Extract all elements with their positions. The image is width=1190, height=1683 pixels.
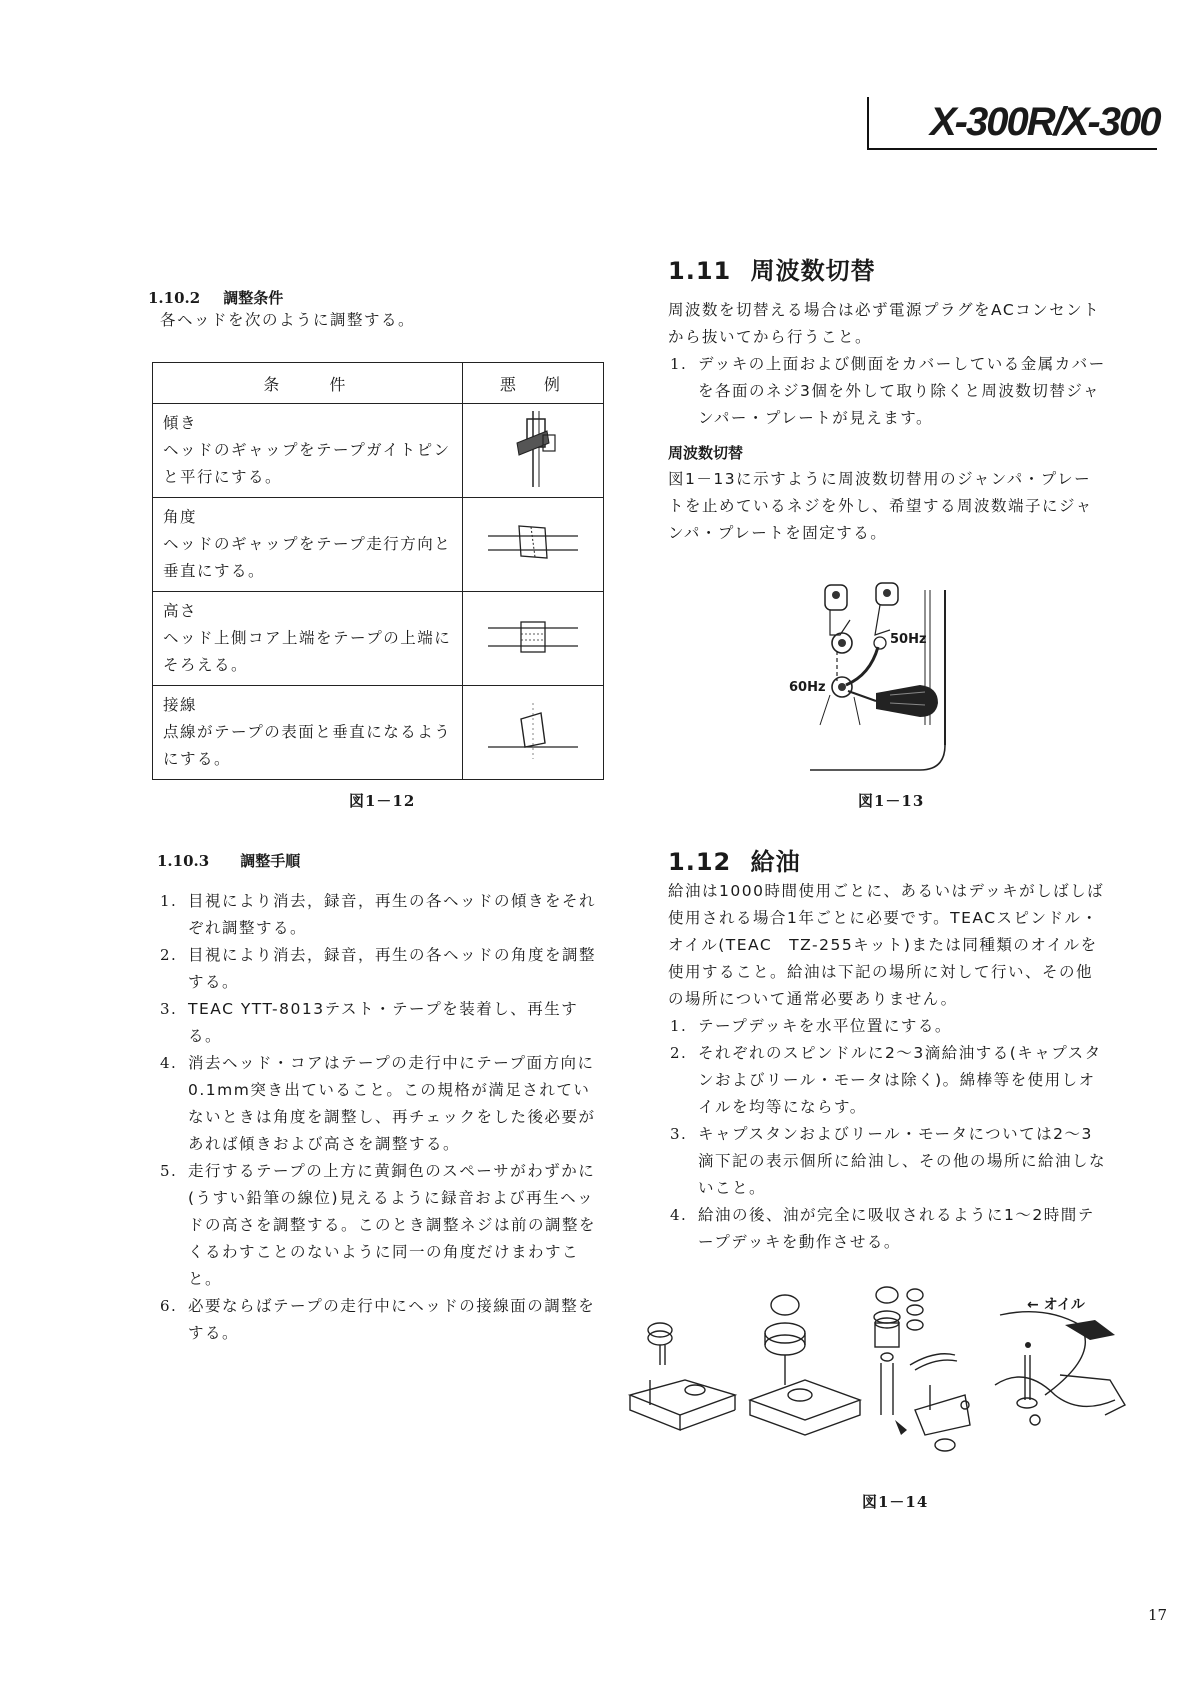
height-diagram-icon [462,592,603,686]
figure-1-14-caption: 図1－14 [862,1493,929,1511]
table-row [153,404,604,498]
list-item: 1. 目視により消去，録音，再生の各ヘッドの傾きをそれぞれ調整する。 [160,892,597,937]
section-number: 1.10.2 [148,289,201,307]
header-rule-vertical [867,97,869,150]
tilt-diagram-icon [462,404,603,498]
table-row [153,498,604,592]
figure-1-12-caption: 図1－12 [349,792,416,810]
page-number: 17 [1148,1606,1168,1624]
list-item: 4. 消去ヘッド・コアはテープの走行中にテープ面方向に0.1mm突き出ていること。この規格が満足されていないときは角度を調整し、再チェックをした後必要があれば傾きおよび高さを調整する。 [160,1054,596,1153]
condition-desc: ヘッド上側コア上端をテープの上端にそろえる。 [163,629,452,674]
table-row [153,592,604,686]
list-item: 1. テープデッキを水平位置にする。 [670,1017,952,1035]
section-number: 1.12 [668,848,732,876]
condition-desc: 点線がテープの表面と垂直になるようにする。 [163,723,452,768]
col-condition-header: 条 件 [153,363,463,404]
azimuth-diagram-icon [462,498,603,592]
label-50hz: 50Hz [890,632,927,647]
section-title: 調整手順 [240,852,301,870]
condition-cell [153,686,463,780]
list-item: 2. それぞれのスピンドルに2～3滴給油する(キャプスタンおよびリール・モータは除く)。綿棒等を使用しオイルを均等にならす。 [670,1044,1102,1116]
section-title: 給油 [750,848,801,876]
table-header-row [153,363,604,404]
condition-title: 角度 [163,508,198,526]
section-intro: 周波数を切替える場合は必ず電源プラグをACコンセントから抜いてから行うこと。 [668,301,1101,346]
condition-title: 高さ [163,602,198,620]
condition-cell [153,498,463,592]
section-intro: 各ヘッドを次のように調整する。 [160,311,416,329]
header-rule-horizontal [867,148,1157,150]
list-item: 2. 目視により消去，録音，再生の各ヘッドの角度を調整する。 [160,946,597,991]
section-number: 1.10.3 [157,852,210,870]
section-number: 1.11 [668,257,732,285]
section-title: 調整条件 [223,289,284,307]
col-example-header: 悪 例 [462,363,603,404]
frequency-jumper-figure [780,575,955,775]
adjustment-conditions-table [152,362,604,780]
frequency-body: 図1－13に示すように周波数切替用のジャンパ・プレートを止めているネジを外し、希望する周波数端子にジャンパ・プレートを固定する。 [668,470,1093,542]
lubrication-steps-list [668,1013,1108,1256]
figure-1-13-caption: 図1－13 [858,792,925,810]
section-1-10-3-heading [157,850,300,871]
condition-cell [153,404,463,498]
list-item: 5. 走行するテープの上方に黄銅色のスペーサがわずかに(うすい鉛筆の線位)見えるように録音および再生ヘッドの高さを調整する。このとき調整ネジは前の調整をくるわすことのないように同一の角度だけまわすこと。 [160,1162,597,1288]
section-1-12-heading [668,842,801,877]
condition-title: 傾き [163,414,198,432]
section-1-11-heading [668,251,876,286]
oil-label: ← オイル [1027,1297,1085,1313]
section-1-10-2-heading [148,287,283,308]
condition-title: 接線 [163,696,198,714]
frequency-subtitle: 周波数切替 [668,444,744,462]
condition-cell [153,592,463,686]
adjustment-procedure-list [158,888,598,1347]
lubrication-intro: 給油は1000時間使用ごとに、あるいはデッキがしばしば使用される場合1年ごとに必要です。TEACスピンドル・オイル(TEAC TZ-255キット)または同種類のオイルを使用すること。給油は下記の場所に対して行い、その他の場所について通常必要ありません。 [668,882,1105,1008]
section-title: 周波数切替 [750,257,876,285]
label-60hz: 60Hz [789,680,826,695]
condition-desc: ヘッドのギャップをテープ走行方向と垂直にする。 [163,535,452,580]
list-item: 4. 給油の後、油が完全に吸収されるように1～2時間テープデッキを動作させる。 [670,1206,1095,1251]
condition-desc: ヘッドのギャップをテープガイトピンと平行にする。 [163,441,451,486]
table-row [153,686,604,780]
list-item: 3. キャプスタンおよびリール・モータについては2～3滴下記の表示個所に給油し、その他の場所に給油しないこと。 [670,1125,1107,1197]
model-title: X-300R/X-300 [930,100,1160,144]
list-item: 3. TEAC YTT-8013テスト・テープを装着し、再生する。 [160,1000,579,1045]
list-item: 1. デッキの上面および側面をカバーしている金属カバーを各面のネジ3個を外して取り除くと周波数切替ジャンパー・プレートが見えます。 [670,355,1106,427]
tangency-diagram-icon [462,686,603,780]
list-item: 6. 必要ならばテープの走行中にヘッドの接線面の調整をする。 [160,1297,596,1342]
frequency-steps-list [668,351,1108,432]
